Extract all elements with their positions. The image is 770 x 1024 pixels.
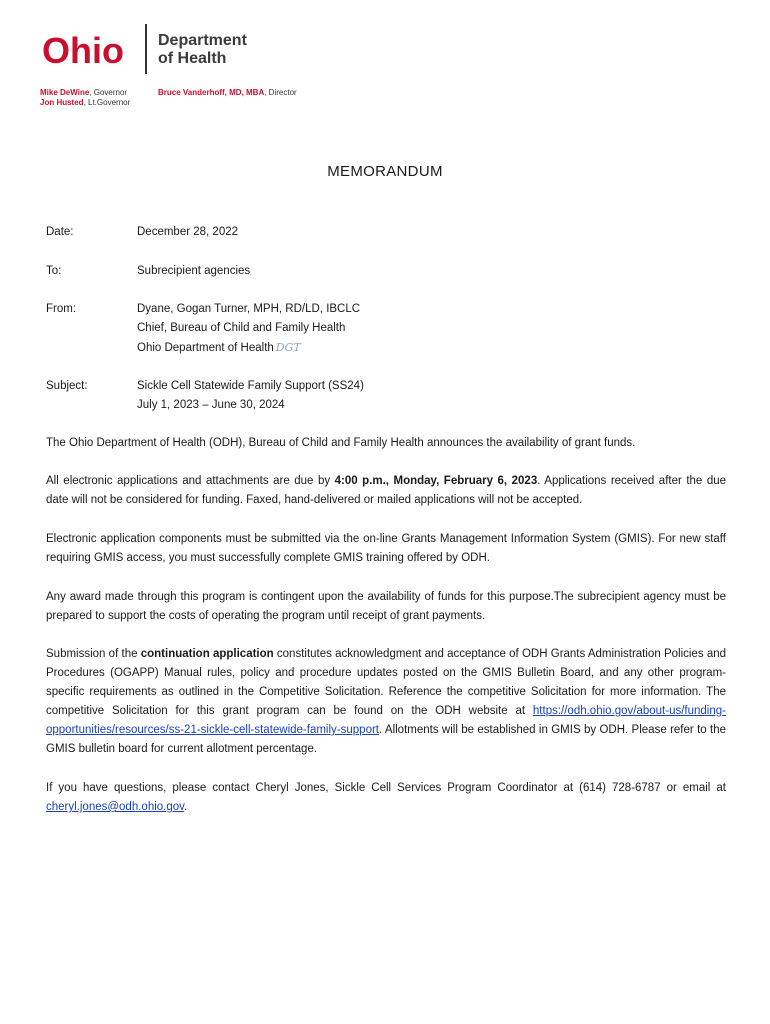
subject-program: Sickle Cell Statewide Family Support (SS24) [137, 380, 364, 392]
continuation-application-term: continuation application [140, 648, 274, 660]
governor-line: Mike DeWine, Governor [40, 88, 128, 97]
ohio-logo [40, 30, 140, 70]
from-label: From: [46, 303, 77, 315]
to-value: Subrecipient agencies [137, 265, 251, 277]
from-title: Chief, Bureau of Child and Family Health [137, 322, 346, 334]
ohio-logo-text: Ohio [42, 30, 124, 70]
date-value: December 28, 2022 [137, 226, 239, 238]
from-org: Ohio Department of Health DGT [137, 341, 301, 354]
director-line: Bruce Vanderhoff, MD, MBA, Director [158, 88, 297, 97]
department-line1: Department [158, 32, 247, 49]
department-name [158, 32, 247, 68]
to-label: To: [46, 265, 62, 277]
paragraph-deadline: All electronic applications and attachments are due by 4:00 p.m., Monday, February 6, 2023. Applications received after the due date will not be considered for funding. Faxed, hand-delivered or mailed applications will not be accepted. [46, 475, 727, 506]
letterhead-divider [145, 24, 147, 74]
paragraph-continuation: Submission of the continuation application constitutes acknowledgment and acceptance of ODH Grants Administration Policies and Procedures (OGAPP) Manual rules, policy and procedure updates posted on the GMIS Bulletin Board, and any other program-specific requirements as outlined in the Competitive Solicitation. Reference the competitive Solicitation for more information. The competitive Solicitation for this grant program can be found on the ODH website at https://odh.ohio.gov/about-us/funding-opportunities/resources/ss-21-sickle-cell-statewide-family-support. Allotments will be established in GMIS by ODH. Please refer to the GMIS bulletin board for current allotment percentage. [46, 648, 727, 755]
department-line2: of Health [158, 50, 227, 67]
email-link[interactable]: cheryl.jones@odh.ohio.gov [46, 801, 185, 813]
from-value [137, 300, 637, 358]
paragraph-award: Any award made through this program is contingent upon the availability of funds for this purpose.The subrecipient agency must be prepared to support the costs of operating the program until receipt of grant payments. [46, 591, 726, 622]
subject-label: Subject: [46, 380, 88, 392]
paragraph-contact: If you have questions, please contact Cheryl Jones, Sickle Cell Services Program Coordinator at (614) 728-6787 or email at cheryl.jones@odh.ohio.gov. [46, 782, 726, 813]
date-label: Date: [46, 226, 74, 238]
signature-initials: DGT [275, 341, 301, 354]
memo-title: MEMORANDUM [327, 163, 443, 180]
lt-governor-line: Jon Husted, Lt.Governor [40, 98, 131, 107]
officials [40, 88, 130, 108]
deadline-date: 4:00 p.m., Monday, February 6, 2023 [334, 475, 538, 487]
odh-website-link[interactable]: https://odh.ohio.gov/about-us/funding-opportunities/resources/ss-21-sickle-cell-statewide-family-support [46, 705, 726, 736]
subject-period: July 1, 2023 – June 30, 2024 [137, 399, 285, 411]
paragraph-announcement: The Ohio Department of Health (ODH), Bureau of Child and Family Health announces the availability of grant funds. [46, 437, 636, 449]
from-name: Dyane, Gogan Turner, MPH, RD/LD, IBCLC [137, 303, 361, 315]
subject-value [137, 377, 637, 415]
letterhead [40, 22, 340, 112]
paragraph-gmis: Electronic application components must be submitted via the on-line Grants Management Information System (GMIS). For new staff requiring GMIS access, you must successfully complete GMIS training offered by ODH. [46, 533, 726, 564]
